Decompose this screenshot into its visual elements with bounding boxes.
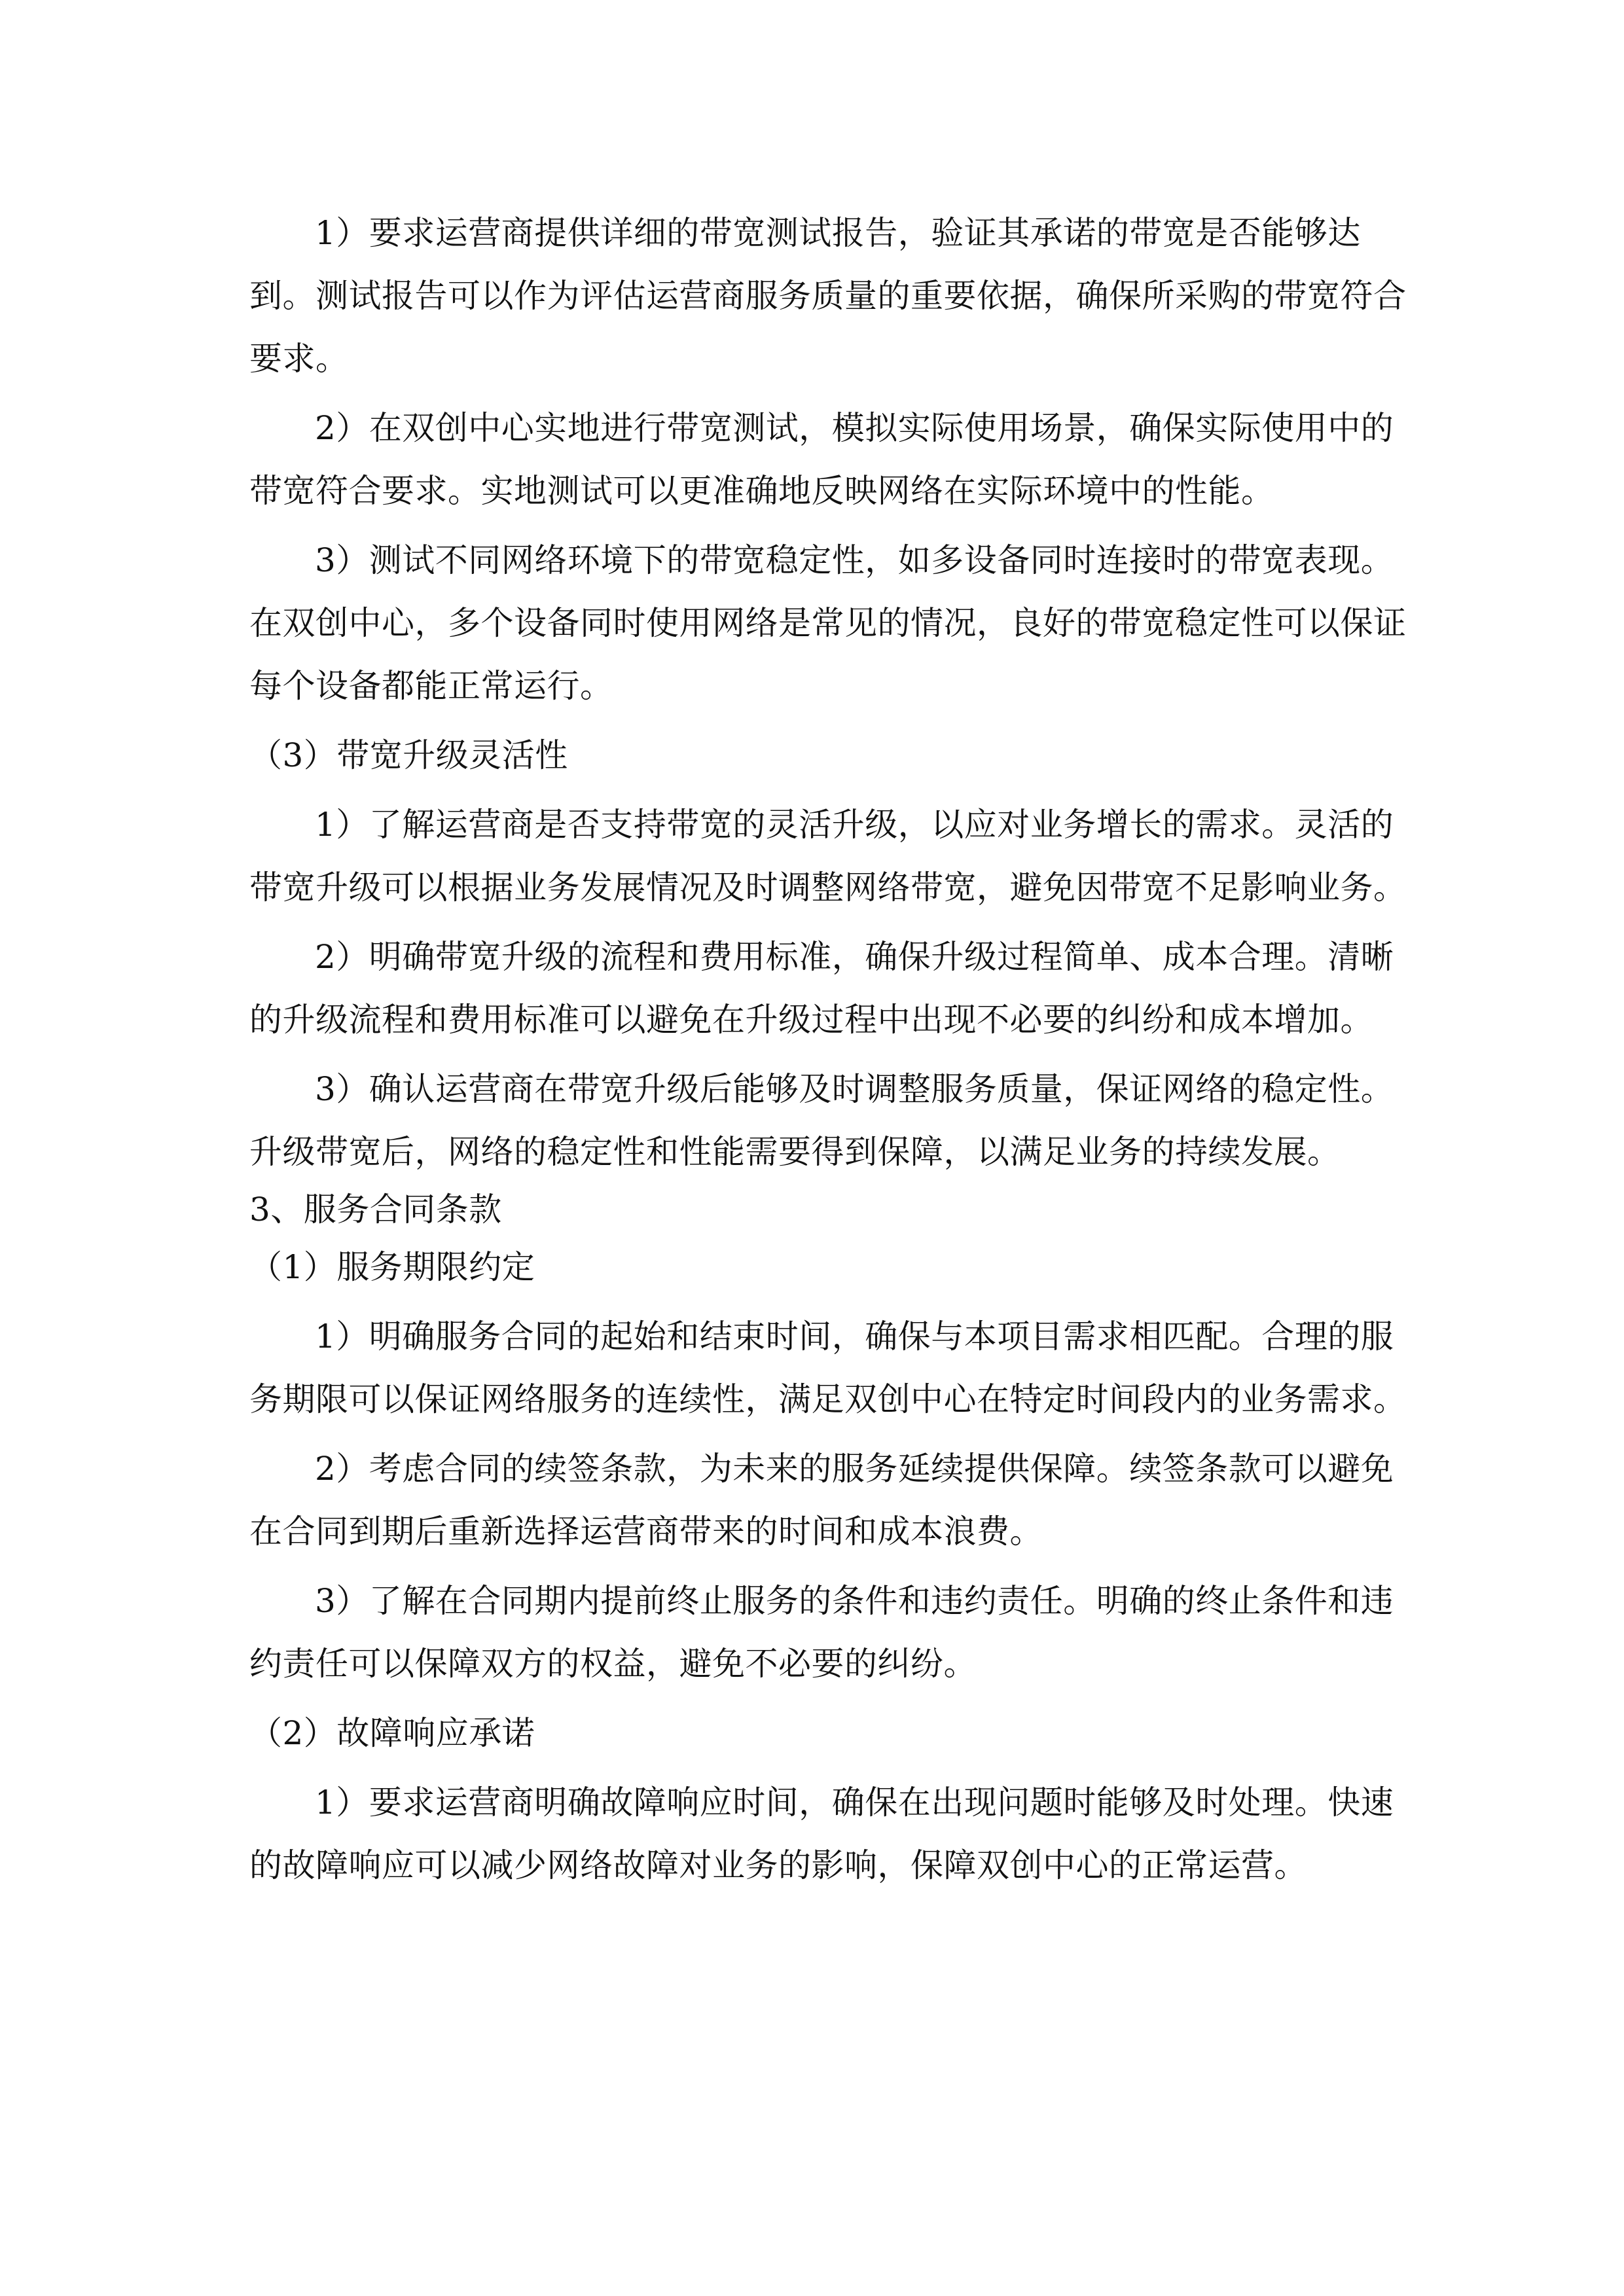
paragraph-early-termination: 3）了解在合同期内提前终止服务的条件和违约责任。明确的终止条件和违约责任可以保障双方的权益，避免不必要的纠纷。 — [249, 1582, 1394, 1683]
paragraph-upgrade-flexibility: 1）了解运营商是否支持带宽的灵活升级，以应对业务增长的需求。灵活的带宽升级可以根据业务发展情况及时调整网络带宽，避免因带宽不足影响业务。 — [249, 806, 1407, 906]
subheading-service-term: （1）服务期限约定 — [249, 1248, 535, 1286]
paragraph-fault-response-time: 1）要求运营商明确故障响应时间，确保在出现问题时能够及时处理。快速的故障响应可以减少网络故障对业务的影响，保障双创中心的正常运营。 — [249, 1784, 1394, 1884]
paragraph-renewal-clause: 2）考虑合同的续签条款，为未来的服务延续提供保障。续签条款可以避免在合同到期后重新选择运营商带来的时间和成本浪费。 — [249, 1450, 1394, 1551]
section-heading-service-contract: 3、服务合同条款 — [249, 1191, 502, 1229]
document-body — [249, 202, 1415, 1897]
paragraph-contract-period: 1）明确服务合同的起始和结束时间，确保与本项目需求相匹配。合理的服务期限可以保证网络服务的连续性，满足双创中心在特定时间段内的业务需求。 — [249, 1318, 1407, 1418]
paragraph-upgrade-quality: 3）确认运营商在带宽升级后能够及时调整服务质量，保证网络的稳定性。升级带宽后，网络的稳定性和性能需要得到保障，以满足业务的持续发展。 — [249, 1070, 1394, 1171]
paragraph-bandwidth-stability: 3）测试不同网络环境下的带宽稳定性，如多设备同时连接时的带宽表现。在双创中心，多个设备同时使用网络是常见的情况，良好的带宽稳定性可以保证每个设备都能正常运行。 — [249, 541, 1407, 705]
paragraph-onsite-bandwidth-test: 2）在双创中心实地进行带宽测试，模拟实际使用场景，确保实际使用中的带宽符合要求。实地测试可以更准确地反映网络在实际环境中的性能。 — [249, 409, 1394, 510]
subheading-fault-response: （2）故障响应承诺 — [249, 1714, 535, 1752]
paragraph-upgrade-process-cost: 2）明确带宽升级的流程和费用标准，确保升级过程简单、成本合理。清晰的升级流程和费用标准可以避免在升级过程中出现不必要的纠纷和成本增加。 — [249, 938, 1394, 1039]
paragraph-bandwidth-test-report: 1）要求运营商提供详细的带宽测试报告，验证其承诺的带宽是否能够达到。测试报告可以作为评估运营商服务质量的重要依据，确保所采购的带宽符合要求。 — [249, 214, 1407, 378]
subheading-bandwidth-upgrade: （3）带宽升级灵活性 — [249, 736, 568, 774]
